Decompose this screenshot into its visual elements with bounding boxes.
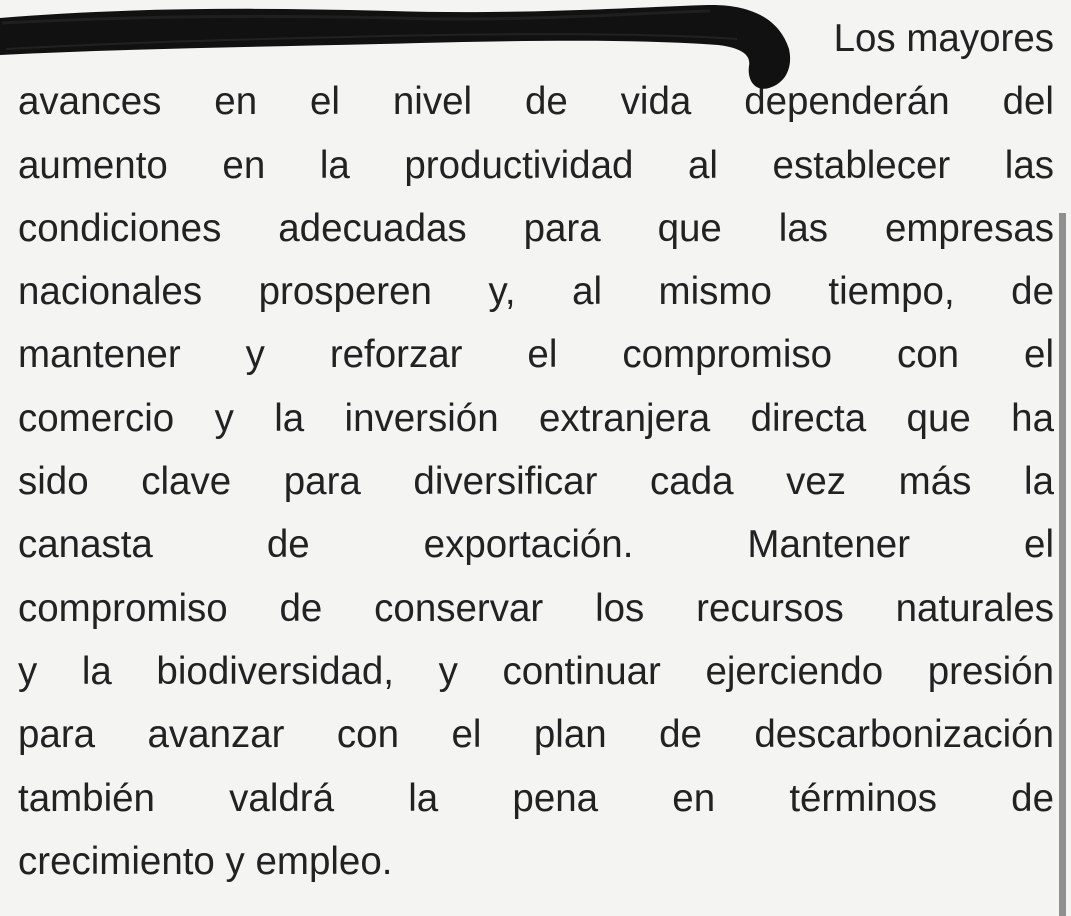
text-line-14: crecimiento y empleo. <box>18 839 393 883</box>
paragraph <box>18 7 1054 893</box>
text-line-6: mantener y reforzar el compromiso con el <box>18 333 1054 377</box>
text-line-4: condiciones adecuadas para que las empresas <box>18 206 1054 250</box>
text-line-3: aumento en la productividad al establecer las <box>18 143 1054 187</box>
text-line-11: y la biodiversidad, y continuar ejerciendo presión <box>18 649 1054 693</box>
right-margin-rule <box>1059 213 1066 916</box>
text-line-5: nacionales prosperen y, al mismo tiempo, de <box>18 270 1054 314</box>
text-line-10: compromiso de conservar los recursos naturales <box>18 586 1054 630</box>
text-line-13: también valdrá la pena en términos de <box>18 776 1054 820</box>
text-line-9: canasta de exportación. Mantener el <box>18 523 1054 567</box>
redaction-mark <box>0 0 800 95</box>
text-line-7: comercio y la inversión extranjera directa que ha <box>18 396 1054 440</box>
text-line-8: sido clave para diversificar cada vez más la <box>18 460 1054 504</box>
text-line-12: para avanzar con el plan de descarbonización <box>18 713 1054 757</box>
first-line-visible-text: Los mayores <box>833 17 1054 60</box>
text-line-2: avances en el nivel de vida dependerán del <box>18 80 1054 124</box>
